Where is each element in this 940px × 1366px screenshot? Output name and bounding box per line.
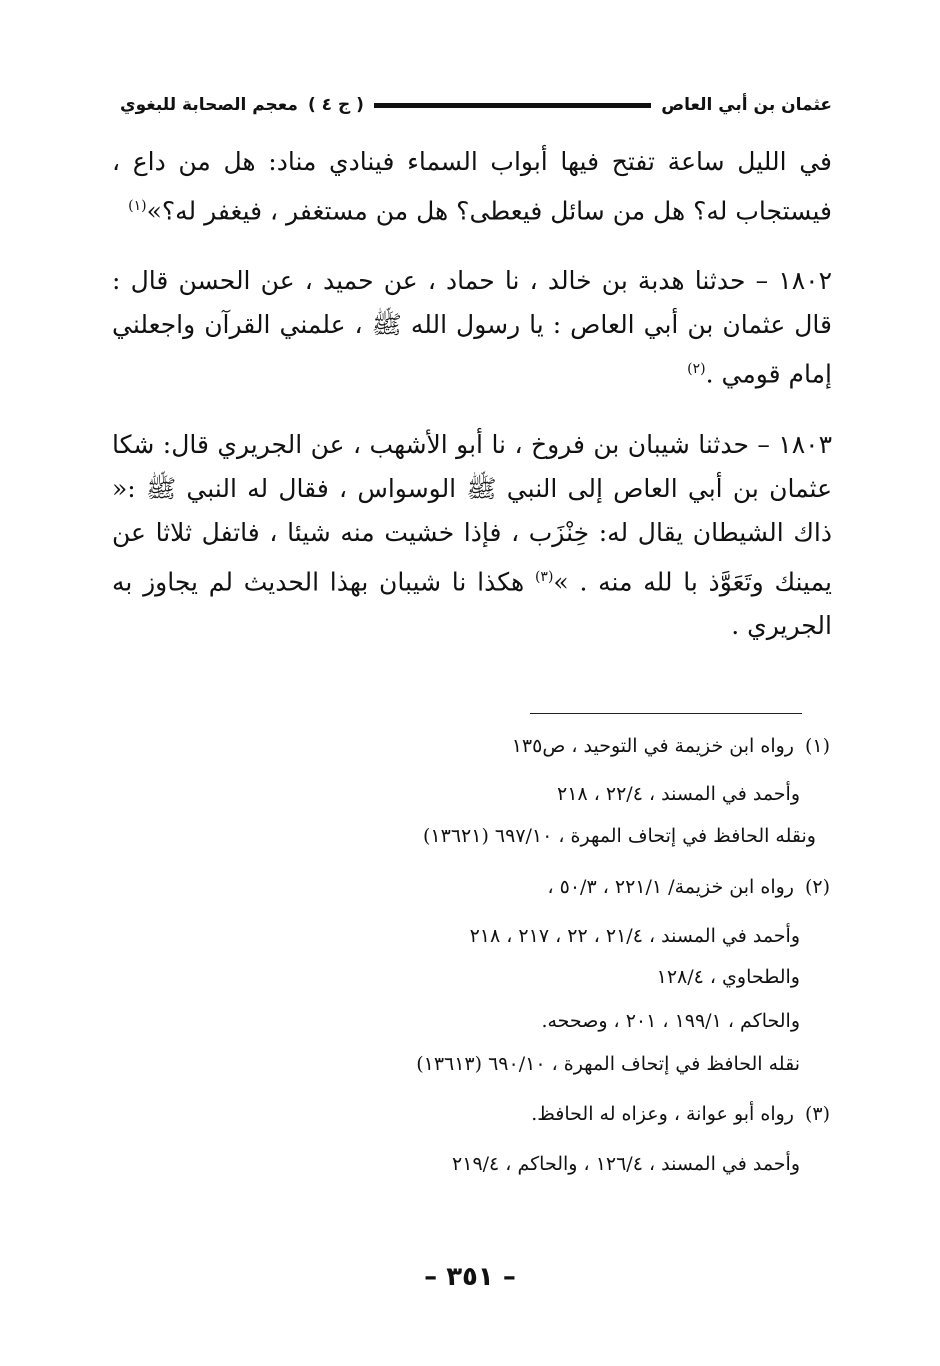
footnote-3-number: (٣) [804,1103,830,1125]
header-rule [374,103,651,108]
hadith-1802-text: ١٨٠٢ – حدثنا هدبة بن خالد ، نا حماد ، عن حميد ، عن الحسن قال : قال عثمان بن أبي العاص : يا رسول الله ﷺ ، علمني القرآن واجعلني إمام قومي . [112,266,832,389]
main-text [112,140,832,648]
page-number: – ٣٥١ – [424,1262,516,1292]
footnote-2-line-1: رواه ابن خزيمة/ ٢٢١/١ ، ٥٠/٣ ، [547,876,794,898]
hadith-1803-text: ١٨٠٣ – حدثنا شيبان بن فروخ ، نا أبو الأشهب ، عن الجريري قال: شكا عثمان بن أبي العاص إلى النبي ﷺ الوسواس ، فقال له النبي ﷺ :« ذاك الشيطان يقال له: خِنْزَب ، فإذا خشيت منه شيئا ، فاتفل ثلاثا عن يمينك وتَعَوَّذ با لله منه . » [112,429,833,596]
footnote-ref-1: (١) [128,198,147,214]
paragraph-hadith-1803 [112,423,832,648]
footnote-3 [452,1096,830,1182]
footnote-1 [423,728,830,854]
paragraph-1-text: في الليل ساعة تفتح فيها أبواب السماء فينادي مناد: هل من داع ، فيستجاب له؟ هل من سائل فيعطى؟ هل من مستغفر ، فيغفر له؟» [112,147,832,226]
footnote-1-line-3: ونقله الحافظ في إتحاف المهرة ، ٦٩٧/١٠ (١٣٦٢١) [423,825,816,847]
footnote-2-line-4: والحاكم ، ١٩٩/١ ، ٢٠١ ، وصححه. [541,1010,800,1032]
running-header [120,92,832,118]
header-volume: ( ج ٤ ) [307,95,364,115]
footnote-1-line-1: رواه ابن خزيمة في التوحيد ، ص١٣٥ [511,735,794,757]
hadith-1803-comment: هكذا نا شيبان بهذا الحديث لم يجاوز به الجريري . [112,566,832,640]
footnote-1-number: (١) [804,735,830,757]
footnote-3-line-1: رواه أبو عوانة ، وعزاه له الحافظ. [531,1103,794,1125]
header-section-title: عثمان بن أبي العاص [661,95,832,115]
footnote-2-line-5: نقله الحافظ في إتحاف المهرة ، ٦٩٠/١٠ (١٣٦١٣) [416,1053,800,1075]
footnote-2 [416,868,830,1084]
footnote-separator [530,713,802,714]
footnote-1-line-2: وأحمد في المسند ، ٢٢/٤ ، ٢١٨ [557,783,800,805]
footnote-ref-3: (٣) [534,568,554,585]
paragraph-hadith-1802 [112,259,832,396]
footnote-2-number: (٢) [804,876,830,898]
footnote-2-line-2: وأحمد في المسند ، ٢١/٤ ، ٢٢ ، ٢١٧ ، ٢١٨ [469,925,800,947]
header-book-title: معجم الصحابة للبغوي [120,95,298,115]
footnote-2-line-3: والطحاوي ، ١٢٨/٤ [656,966,800,988]
paragraph-1 [112,140,832,233]
footnote-3-line-2: وأحمد في المسند ، ١٢٦/٤ ، والحاكم ، ٢١٩/٤ [452,1153,800,1175]
footnote-ref-2: (٢) [687,361,706,378]
